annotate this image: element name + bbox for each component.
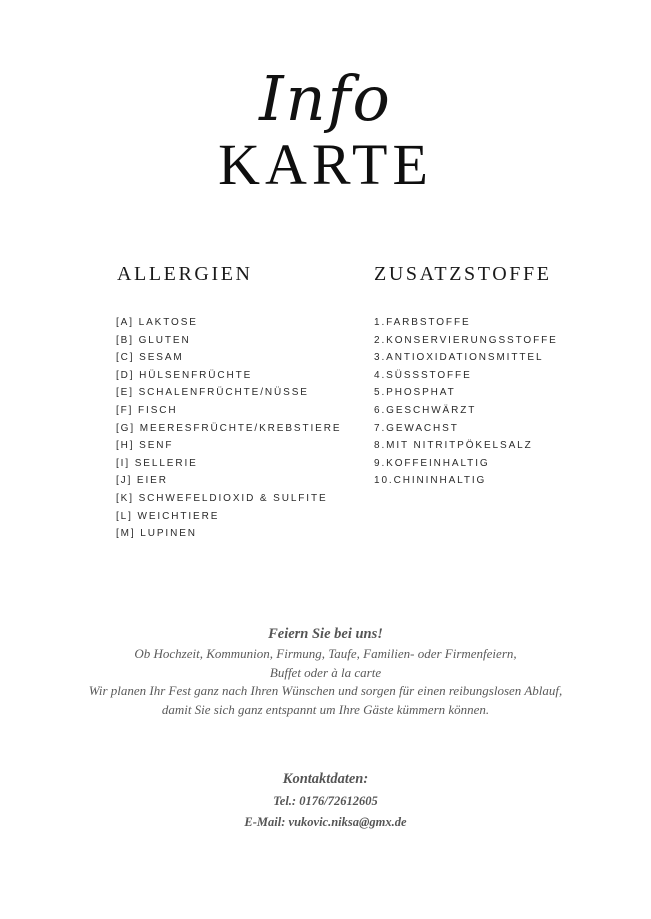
additives-heading: ZUSATZSTOFFE bbox=[374, 263, 552, 285]
allergens-list bbox=[116, 314, 341, 543]
list-item: [H] SENF bbox=[116, 440, 174, 452]
list-item: 2.KONSERVIERUNGSSTOFFE bbox=[374, 334, 558, 346]
list-item: [K] SCHWEFELDIOXID & SULFITE bbox=[116, 492, 328, 504]
contact-phone: Tel.: 0176/72612605 bbox=[273, 794, 378, 808]
list-item: [L] WEICHTIERE bbox=[116, 510, 220, 522]
list-item: 5.PHOSPHAT bbox=[374, 387, 456, 399]
event-info-line: Buffet oder à la carte bbox=[269, 664, 382, 680]
list-item: 9.KOFFEINHALTIG bbox=[374, 457, 490, 469]
list-item: 7.GEWACHST bbox=[374, 422, 459, 434]
list-item: [C] SESAM bbox=[116, 352, 184, 364]
script-title-info: Info bbox=[259, 62, 392, 135]
list-item: 1.FARBSTOFFE bbox=[374, 317, 471, 328]
list-item: 10.CHININHALTIG bbox=[374, 475, 487, 487]
allergens-heading: ALLERGIEN bbox=[117, 263, 253, 285]
list-item: [E] SCHALENFRÜCHTE/NÜSSE bbox=[116, 387, 309, 399]
list-item: 8.MIT NITRITPÖKELSALZ bbox=[374, 440, 533, 452]
list-item: [J] EIER bbox=[116, 475, 168, 487]
event-info-line: Ob Hochzeit, Kommunion, Firmung, Taufe, Familien- oder Firmenfeiern, bbox=[134, 646, 517, 661]
contact-block bbox=[0, 767, 651, 833]
list-item: [A] LAKTOSE bbox=[116, 317, 198, 328]
list-item: [I] SELLERIE bbox=[116, 457, 198, 469]
additives-list bbox=[374, 314, 558, 490]
event-info-heading: Feiern Sie bei uns! bbox=[268, 626, 383, 642]
list-item: [G] MEERESFRÜCHTE/KREBSTIERE bbox=[116, 422, 342, 434]
event-info-line: Wir planen Ihr Fest ganz nach Ihren Wünschen und sorgen für einen reibungslosen Ablauf, bbox=[88, 683, 563, 699]
event-info bbox=[0, 623, 651, 719]
list-item: [M] LUPINEN bbox=[116, 528, 197, 540]
list-item: [F] FISCH bbox=[116, 404, 178, 416]
page-title-karte: KARTE bbox=[218, 132, 433, 197]
list-item: 6.GESCHWÄRZT bbox=[374, 404, 477, 416]
list-item: 4.SÜSSSTOFFE bbox=[374, 369, 472, 381]
list-item: [B] GLUTEN bbox=[116, 334, 191, 346]
list-item: 3.ANTIOXIDATIONSMITTEL bbox=[374, 352, 544, 364]
list-item: [D] HÜLSENFRÜCHTE bbox=[116, 369, 253, 381]
contact-email: E-Mail: vukovic.niksa@gmx.de bbox=[244, 815, 407, 829]
event-info-line: damit Sie sich ganz entspannt um Ihre Gäste kümmern können. bbox=[161, 701, 490, 717]
contact-heading: Kontaktdaten: bbox=[282, 771, 369, 787]
